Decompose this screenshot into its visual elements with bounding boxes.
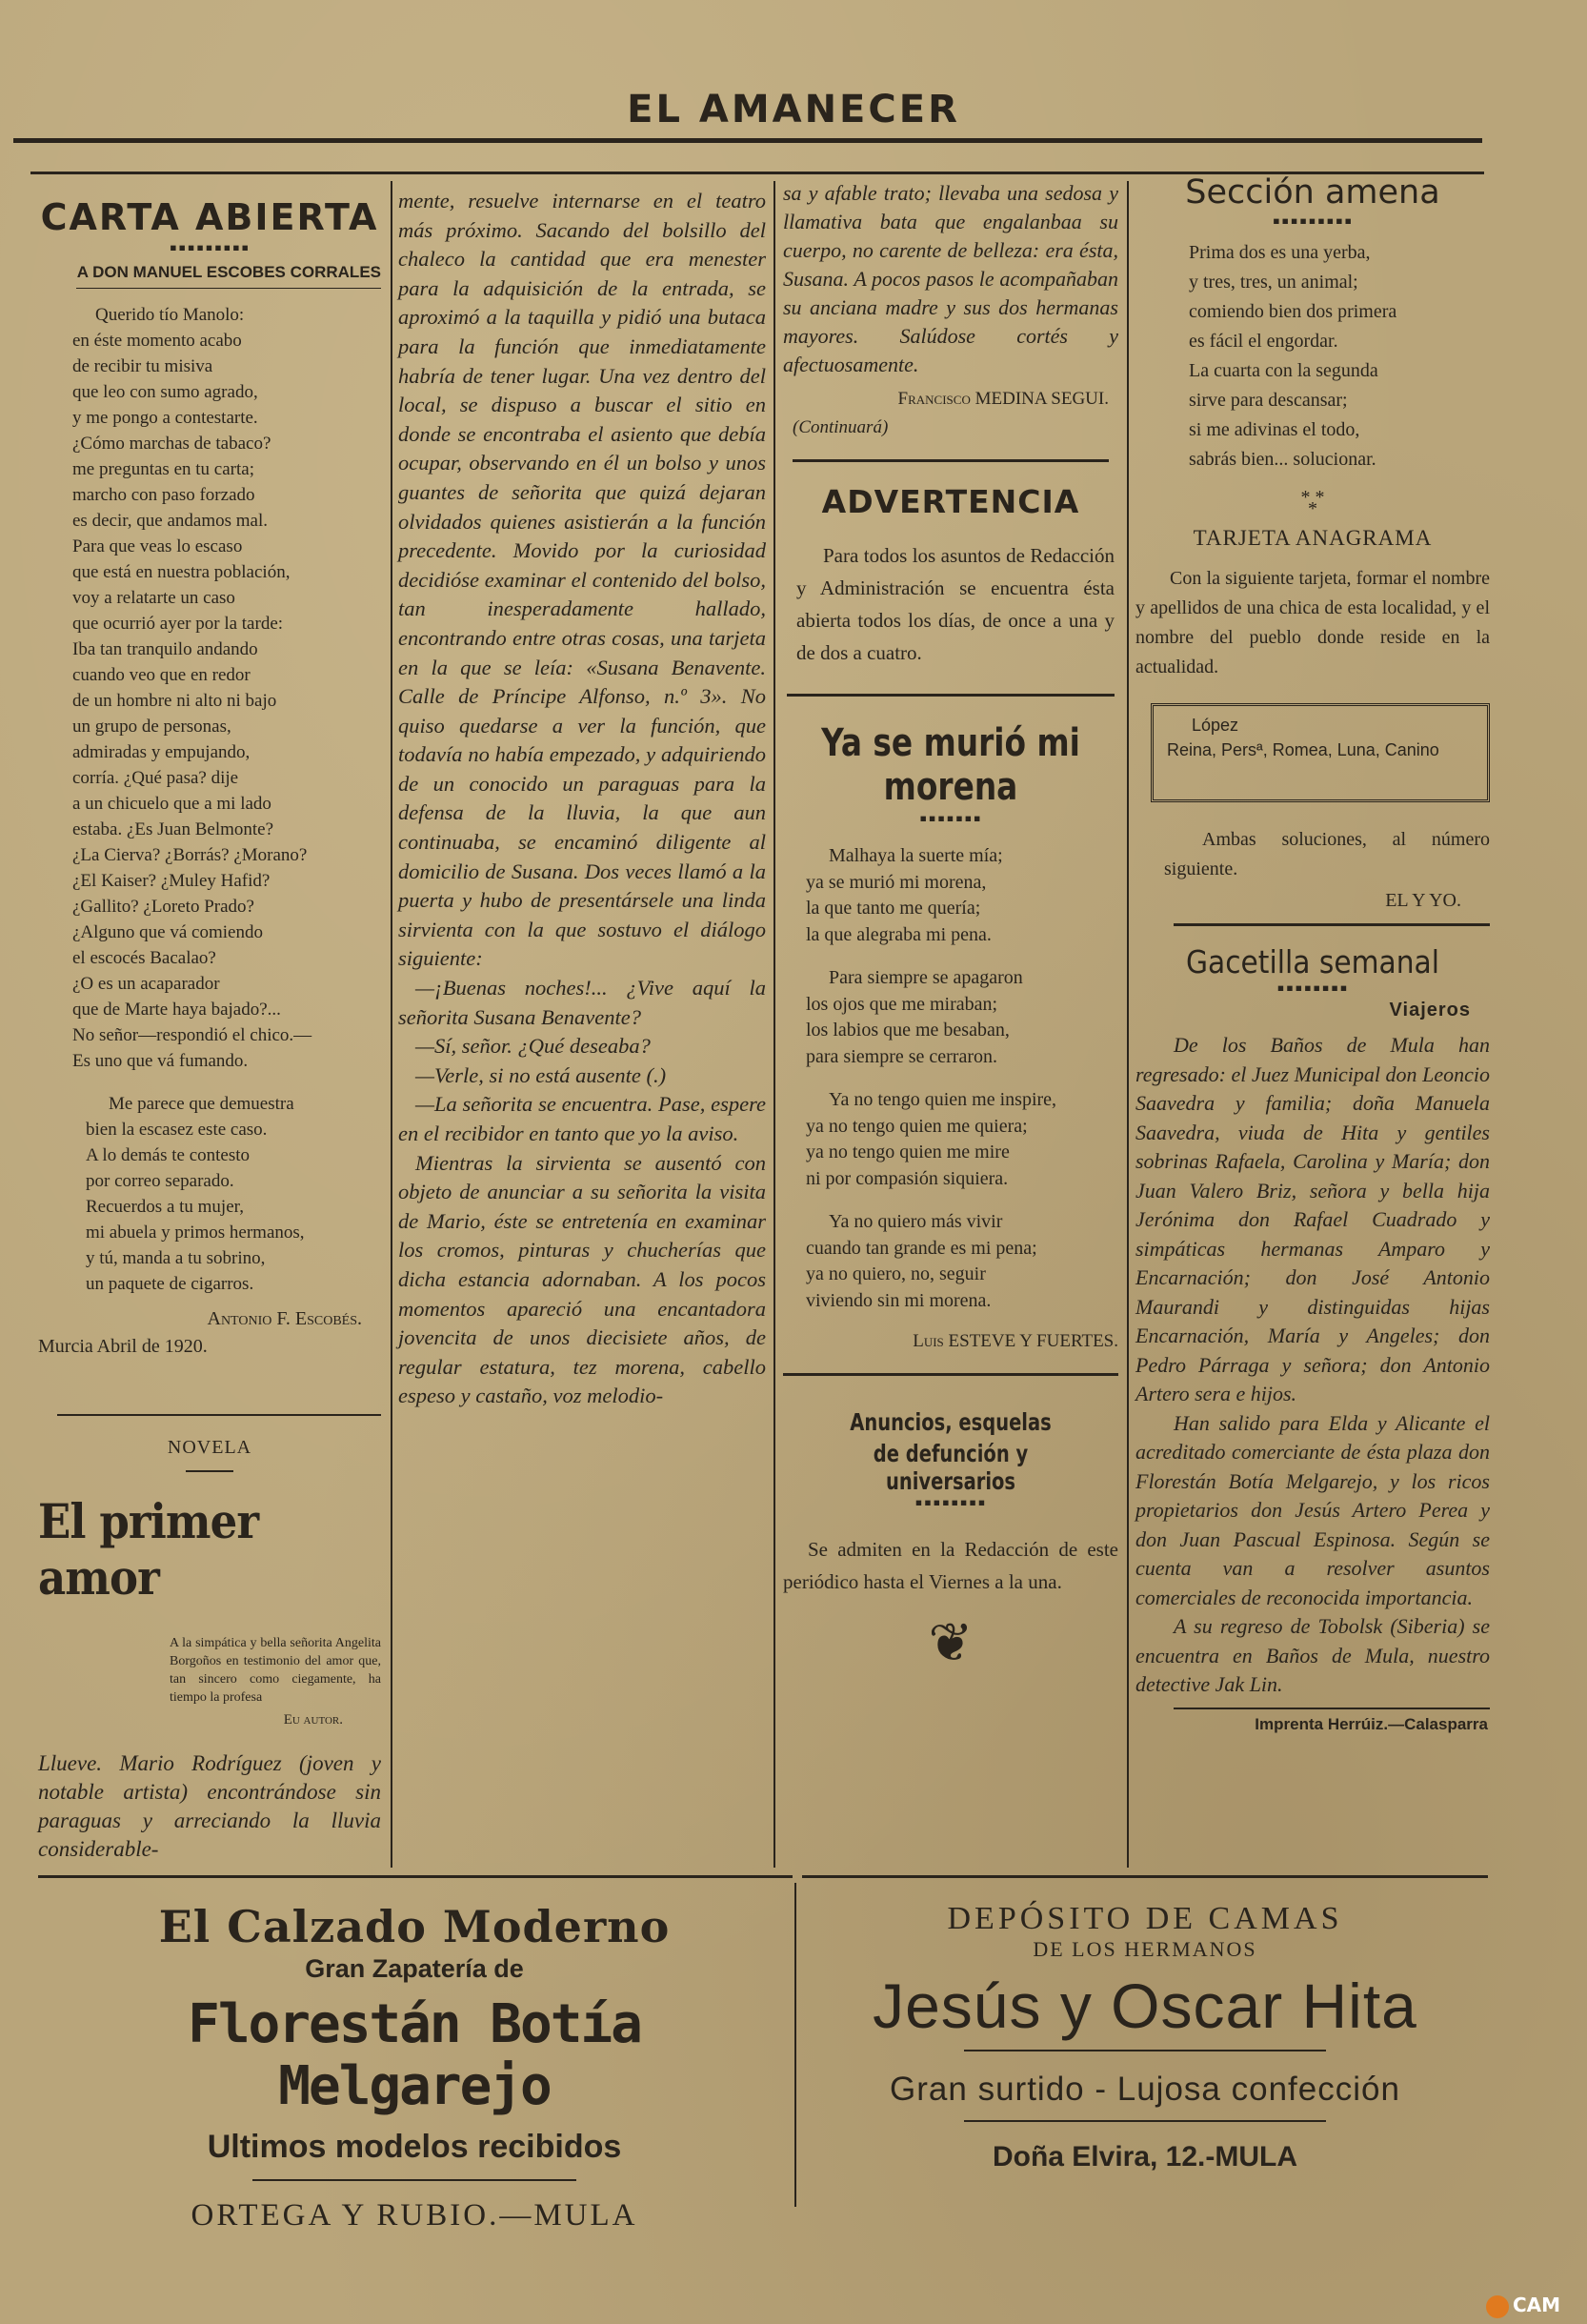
column-three	[783, 179, 1118, 1672]
verse-line: Es uno que vá fumando.	[72, 1051, 249, 1071]
verse-line: de un hombre ni alto ni bajo	[72, 691, 277, 711]
masthead-rule	[13, 138, 1482, 143]
novela-paragraph: —La señorita se encuentra. Pase, espere en el recibidor en tanto que yo la aviso.	[398, 1092, 766, 1145]
ad-camas	[802, 1891, 1488, 2173]
novela-continuation	[398, 187, 766, 1411]
verse-line: No señor—respondió el chico.—	[72, 1025, 312, 1045]
verse-line: me preguntas en tu carta;	[72, 459, 254, 479]
charada-verses	[1135, 238, 1490, 475]
verse-line: ya no tengo quien me quiera;	[806, 1115, 1028, 1137]
gacetilla-subtitle: Viajeros	[1389, 1000, 1471, 1021]
verse-line: sirve para descansar;	[1189, 390, 1348, 411]
verse-line: es fácil el engordar.	[1189, 331, 1338, 352]
verse-line: estaba. ¿Es Juan Belmonte?	[72, 819, 274, 839]
tarjeta-text: Con la siguiente tarjeta, formar el nombre y apellidos de una chica de esta localidad, y el nombre del pueblo donde reside en la actualidad.	[1135, 568, 1490, 677]
verse-line: Ya no tengo quien me inspire,	[829, 1089, 1057, 1110]
verse-line: Me parece que demuestra	[109, 1094, 294, 1114]
masthead-title: EL AMANECER	[627, 88, 960, 131]
ad-camas-line2: DE LOS HERMANOS	[1033, 1937, 1257, 1961]
verse-line: bien la escasez este caso.	[86, 1120, 268, 1140]
verse-line: ¿Gallito? ¿Loreto Prado?	[72, 897, 254, 917]
ornament-dots: ▪▪▪▪▪▪▪▪	[914, 1495, 987, 1510]
verse-line: que de Marte haya bajado?...	[72, 1000, 281, 1020]
poem-stanza	[806, 843, 1118, 948]
novela-section	[38, 1437, 381, 1864]
asterism: * * *	[1300, 487, 1325, 519]
verse-line: que ocurrió ayer por la tarde:	[72, 614, 284, 634]
poem-verses	[783, 843, 1118, 1314]
divider	[1174, 1708, 1490, 1709]
ornament-dots: ▪▪▪▪▪▪▪▪	[1276, 980, 1349, 996]
novela-paragraph: Mientras la sirvienta se ausentó con objeto de anunciar a su señorita la visita de Mario, éste se entretenía en examinar los cromos, pinturas y chucherías que dicha estancia adornaban. A los pocos momentos apareció una encantadora jovencita de unos diecisiete años, de regular estatura, tez morena, cabello espeso y castaño, voz melodio-	[398, 1150, 766, 1408]
verse-line: ya no quiero, no, seguir	[806, 1263, 986, 1284]
novela-signature: Francisco MEDINA SEGUI.	[897, 389, 1109, 409]
divider	[186, 1470, 233, 1472]
ad-calzado-line3: Florestán Botía Melgarejo	[188, 1993, 641, 2117]
verse-line: ya se murió mi morena,	[806, 871, 987, 893]
ornament-rule	[964, 2120, 1326, 2122]
poem-stanza	[806, 1087, 1118, 1192]
verse-line: La cuarta con la segunda	[1189, 360, 1378, 381]
column-rule	[1127, 181, 1129, 1868]
verse-line: y tres, tres, un animal;	[1189, 272, 1358, 293]
column-four	[1135, 173, 1490, 1734]
verse-line: que está en nuestra población,	[72, 562, 291, 582]
ad-camas-line4: Gran surtido - Lujosa confección	[890, 2071, 1400, 2108]
ad-camas-line5: Doña Elvira, 12.-MULA	[992, 2141, 1298, 2172]
gacetilla-p1: De los Baños de Mula han regresado: el Juez Municipal don Leoncio Saavedra y familia; doña Manuela Saavedra, viuda de Hita y gentiles sobrinas Rafaela, Carolina y María; don Juan Valero Briz, señora y bella hija Jerónima don Rafael Cuadrado y simpáticas hermanas Amparo y Encarnación; don José Antonio Maurandi y distinguidas hijas Encarnación, María y Angeles; don Pedro Párraga y señora; don Antonio Artero sera e hijos.	[1135, 1033, 1490, 1405]
novela-text-start: Llueve. Mario Rodríguez (joven y notable artista) encontrándose sin paraguas y arreciando la lluvia considerable-	[38, 1751, 381, 1861]
ad-calzado-line1: El Calzado Moderno	[158, 1901, 671, 1952]
poem-stanza	[806, 965, 1118, 1070]
ad-calzado	[38, 1891, 791, 2233]
cam-logo-text: CAM	[1513, 2294, 1561, 2316]
cam-logo	[1486, 2292, 1568, 2318]
anuncios-title-line2: de defunción y universarios	[873, 1440, 1029, 1495]
verse-line: viviendo sin mi morena.	[806, 1289, 992, 1311]
verse-line: que leo con sumo agrado,	[72, 382, 258, 402]
ad-calzado-line2: Gran Zapatería de	[305, 1954, 524, 1983]
carta-place-date: Murcia Abril de 1920.	[38, 1336, 208, 1357]
verse-line: cuando veo que en redor	[72, 665, 251, 685]
verse-line: marcho con paso forzado	[72, 485, 255, 505]
divider	[787, 694, 1115, 697]
verse-line: para siempre se cerraron.	[806, 1045, 997, 1067]
verse-line: Ya no quiero más vivir	[829, 1211, 1003, 1232]
verse-line: un grupo de personas,	[72, 717, 231, 737]
verse-line: y me pongo a contestarte.	[72, 408, 258, 428]
footer-column-rule	[794, 1883, 796, 2207]
novela-paragraph: mente, resuelve internarse en el teatro más próximo. Sacando del bolsillo del chaleco la cantidad que era menester para la adquisición de la entrada, se aproximó a la taquilla y pidió una butaca para la función que inmediatamente habría de tener lugar. Una vez dentro del local, se dispuso a buscar el sitio en donde se encontraba el asiento que debía ocupar, observando en él un bolso y unos guantes de señorita que quizá dejaran olvidados quienes asistierán a la función precedente. Movido por la curiosidad decidióse examinar el contenido del bolso, tan inesperadamente hallado, encontrando entre otras cosas, una tarjeta en la que se leía: «Susana Benavente. Calle de Príncipe Alfonso, n.º 3». No quiso quedarse a ver la función, que todavía no había empezado, y adquiriendo de un conocido un paraguas para la defensa de la lluvia, la que aun continuaba, se encaminó diligente al domicilio de Susana. Dos veces llamó a la puerta y hubo de presentársele una linda sirvienta con la que sostuvo el diálogo siguiente:	[398, 189, 766, 971]
verse-line: Recuerdos a tu mujer,	[86, 1197, 244, 1217]
verse-line: la que tanto me quería;	[806, 898, 981, 919]
tarjeta-title: TARJETA ANAGRAMA	[1193, 526, 1433, 550]
verse-line: comiendo bien dos primera	[1189, 301, 1397, 322]
verse-line: y tú, manda a tu sobrino,	[86, 1248, 266, 1268]
solutions-text: Ambas soluciones, al número siguiente.	[1164, 829, 1490, 879]
verse-line: ¿O es un acaparador	[72, 974, 220, 994]
gacetilla-p3: A su regreso de Tobolsk (Siberia) se encuentra en Baños de Mula, nuestro detective Jak Lin.	[1135, 1614, 1490, 1696]
seccion-signature: EL Y YO.	[1385, 890, 1461, 911]
verse-line: a un chicuelo que a mi lado	[72, 794, 271, 814]
card-bottom-text: Reina, Persª, Romea, Luna, Canino	[1167, 740, 1439, 759]
verse-line: Malhaya la suerte mía;	[829, 845, 1003, 866]
verse-line: ¿Alguno que vá comiendo	[72, 922, 263, 942]
verse-line: ¿El Kaiser? ¿Muley Hafid?	[72, 871, 271, 891]
column-rule	[391, 181, 392, 1868]
verse-line: cuando tan grande es mi pena;	[806, 1237, 1037, 1259]
novela-label: NOVELA	[167, 1437, 252, 1458]
verse-line: Querido tío Manolo:	[95, 305, 245, 325]
verse-line: A lo demás te contesto	[86, 1145, 251, 1165]
ornament-dots: ▪▪▪▪▪▪▪	[918, 811, 982, 826]
verse-line: Prima dos es una yerba,	[1189, 242, 1371, 263]
imprenta-credit: Imprenta Herrúiz.—Calasparra	[1255, 1714, 1488, 1733]
ad-camas-line3: Jesús y Oscar Hita	[873, 1970, 1417, 2041]
cam-logo-icon	[1486, 2295, 1509, 2318]
footer-rule	[38, 1875, 793, 1878]
verse-line: ya no tengo quien me mire	[806, 1142, 1010, 1162]
verse-line: Iba tan tranquilo andando	[72, 639, 258, 659]
verse-line: ni por compasión siquiera.	[806, 1167, 1009, 1189]
divider	[76, 288, 381, 289]
verse-line: la que alegraba mi pena.	[806, 923, 992, 945]
verse-line: sabrás bien... solucionar.	[1189, 449, 1376, 470]
gacetilla-p2: Han salido para Elda y Alicante el acreditado comerciante de ésta plaza don Florestán Botía Melgarejo, y los ricos propietarios don Jesús Artero Perea y don Juan Pascual Espinosa. Según se cuenta van a resolver asuntos comerciales de reconocida importancia.	[1135, 1410, 1490, 1609]
ornament-rule	[964, 2050, 1326, 2051]
verse-line: es decir, que andamos mal.	[72, 511, 269, 531]
carta-abierta-title: CARTA ABIERTA	[40, 196, 379, 238]
ad-calzado-line4: Ultimos modelos recibidos	[207, 2129, 622, 2165]
verse-line: los ojos que me miraban;	[806, 993, 998, 1015]
verse-line: admiradas y empujando,	[72, 742, 251, 762]
divider	[783, 1373, 1118, 1376]
novela-continued: (Continuará)	[793, 417, 889, 437]
verse-line: corría. ¿Qué pasa? dije	[72, 768, 239, 788]
advertencia-text: Para todos los asuntos de Redacción y Administración se encuentra ésta abierta todos los días, de once a una y de dos a cuatro.	[796, 544, 1115, 664]
verse-line: Para siempre se apagaron	[829, 967, 1023, 988]
ornament-dots: ▪▪▪▪▪▪▪▪▪	[169, 240, 251, 255]
card-top-text: López	[1192, 716, 1239, 735]
anuncios-title-line1: Anuncios, esquelas	[850, 1408, 1052, 1436]
verse-line: ¿Cómo marchas de tabaco?	[72, 434, 271, 454]
carta-abierta-article	[38, 191, 381, 1358]
novela-ending: sa y afable trato; llevaba una sedosa y llamativa bata que engalanbaa su cuerpo, no carente de belleza: era ésta, Susana. A pocos pasos le acompañaban su anciana madre y sus dos hermanas mayores. Salúdose cortés y afectuosamente.	[783, 181, 1118, 376]
novela-paragraph: —Verle, si no está ausente (.)	[415, 1062, 667, 1087]
ornament-icon: ❦	[928, 1614, 974, 1673]
advertencia-title: ADVERTENCIA	[821, 483, 1080, 520]
verse-line: por correo separado.	[86, 1171, 234, 1191]
anagram-card	[1151, 703, 1490, 802]
novela-paragraph: —¡Buenas noches!... ¿Vive aquí la señorita Susana Benavente?	[398, 976, 766, 1029]
divider	[793, 459, 1109, 462]
carta-signature: Antonio F. Escobés.	[207, 1308, 362, 1329]
novela-dedication: A la simpática y bella señorita Angelita Borgoños en testimonio del amor que, tan sincero como ciegamente, ha tiempo la profesa	[170, 1636, 381, 1705]
novela-author: Eu autor.	[283, 1712, 343, 1728]
carta-dedication: A DON MANUEL ESCOBES CORRALES	[76, 263, 381, 281]
ad-camas-line1: DEPÓSITO DE CAMAS	[947, 1901, 1343, 1936]
anuncios-text: Se admiten en la Redacción de este periódico hasta el Viernes a la una.	[783, 1538, 1118, 1593]
footer-rule	[802, 1875, 1488, 1878]
divider	[1174, 923, 1490, 926]
verse-line: los labios que me besaban,	[806, 1020, 1010, 1041]
column-rule	[773, 181, 775, 1868]
verse-line: si me adivinas el todo,	[1189, 419, 1360, 440]
verse-line: ¿La Cierva? ¿Borrás? ¿Morano?	[72, 845, 308, 865]
verse-line: mi abuela y primos hermanos,	[86, 1223, 305, 1243]
verse-line: un paquete de cigarros.	[86, 1274, 254, 1294]
gacetilla-title: Gacetilla semanal	[1185, 943, 1440, 980]
poem-signature: Luis ESTEVE Y FUERTES.	[913, 1331, 1118, 1351]
verse-line: el escocés Bacalao?	[72, 948, 216, 968]
ad-calzado-line5: ORTEGA Y RUBIO.—MULA	[191, 2198, 638, 2233]
ornament-rule	[252, 2179, 576, 2181]
seccion-amena-title: Sección amena	[1185, 173, 1440, 212]
ornament-dots: ▪▪▪▪▪▪▪▪▪	[1272, 213, 1354, 229]
novela-title: El primer amor	[38, 1493, 259, 1606]
divider	[57, 1414, 381, 1416]
poem-title: Ya se murió mi morena	[821, 721, 1080, 809]
poem-stanza	[806, 1209, 1118, 1314]
verse-line: en éste momento acabo	[72, 331, 242, 351]
verse-line: Para que veas lo escaso	[72, 536, 243, 556]
carta-verse	[38, 302, 381, 1074]
verse-line: voy a relatarte un caso	[72, 588, 235, 608]
carta-verse-closing	[38, 1091, 381, 1297]
verse-line: de recibir tu misiva	[72, 356, 213, 376]
novela-paragraph: —Sí, señor. ¿Qué deseaba?	[415, 1034, 651, 1059]
